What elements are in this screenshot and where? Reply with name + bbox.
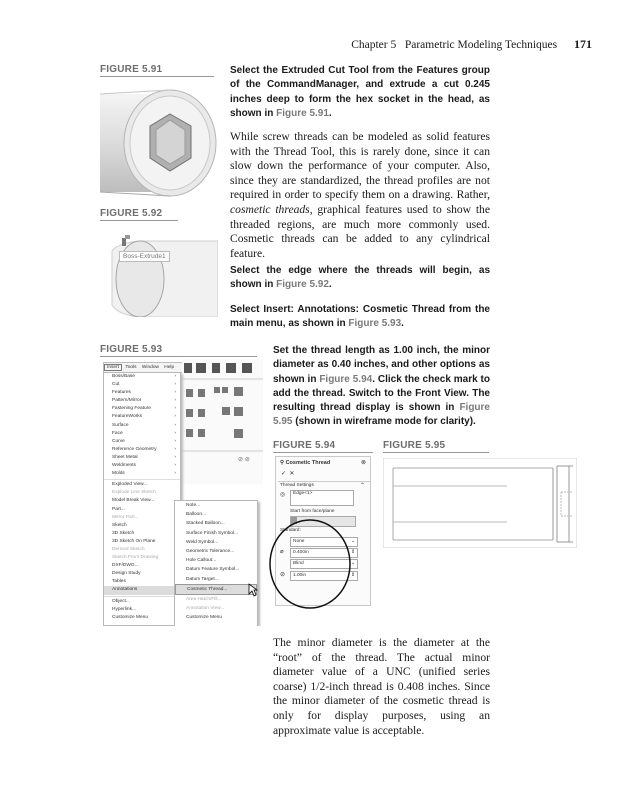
figure-5-95-wireframe xyxy=(383,458,577,548)
menu-item-tables[interactable]: Tables xyxy=(112,579,126,585)
menu-item-part[interactable]: Part... xyxy=(112,506,125,512)
menu-item-dxf-dwg[interactable]: DXF/DWG... xyxy=(112,563,139,569)
menu-separator xyxy=(104,479,180,480)
panel-title-text: Cosmetic Thread xyxy=(285,460,331,466)
figure-ref-5-91[interactable]: Figure 5.91 xyxy=(276,107,329,119)
submenu-surface-finish[interactable]: Surface Finish Symbol... xyxy=(186,530,238,536)
figure-5-91-label: FIGURE 5.91 xyxy=(100,64,163,75)
page-header xyxy=(351,37,592,52)
menu-item-3d-sketch[interactable]: 3D Sketch xyxy=(112,530,135,536)
menu-item-reference-geometry[interactable]: Reference Geometry › xyxy=(112,446,176,452)
edge-selection-value: Edge<1> xyxy=(293,491,313,496)
figure-5-92-label: FIGURE 5.92 xyxy=(100,208,163,219)
figure-5-93-rule xyxy=(100,356,257,357)
menu-item-annotations[interactable]: Annotations xyxy=(104,586,180,594)
figure-5-93-screenshot xyxy=(100,358,263,626)
menu-item-cut[interactable]: Cut › xyxy=(112,382,176,388)
menu-item-sheet-metal[interactable]: Sheet Metal › xyxy=(112,454,176,460)
figure-ref-5-94[interactable]: Figure 5.94 xyxy=(319,373,373,385)
submenu-geometric-tolerance[interactable]: Geometric Tolerance... xyxy=(186,548,235,554)
highlight-circle xyxy=(266,516,358,612)
step-extruded-cut: Select the Extruded Cut Tool from the Features group of the CommandManager, and extrude a cut 0.245 inches deep to form the hex socket in the head, as shown in Figure 5.91. xyxy=(230,65,490,119)
dropdown-chevron-icon: ⌄ xyxy=(350,539,355,544)
menu-item-derived-sketch[interactable]: Derived Sketch xyxy=(112,546,145,552)
figure-5-95-label: FIGURE 5.95 xyxy=(383,440,446,451)
menu-item-object[interactable]: Object... xyxy=(112,598,130,604)
menu-item-weldments[interactable]: Weldments › xyxy=(112,463,176,469)
mouse-cursor-icon xyxy=(248,583,258,597)
menu-item-surface[interactable]: Surface › xyxy=(112,422,176,428)
paragraph-minor-diameter: The minor diameter is the diameter at the “root” of the thread. The actual minor diameter value of a UNC (unified series coarse) 1/2-inch thread is 0.408 inches. Since the minor diameter of the cosmetic thread is only for display purposes, using an approximate value is acceptable. xyxy=(273,636,490,737)
menu-item-customize-menu[interactable]: Customize Menu xyxy=(112,614,148,620)
panel-divider xyxy=(278,481,370,482)
thread-length-value: 1.00in xyxy=(293,573,307,578)
step-insert-annotation-text: Select Insert: Annotations: Cosmetic Thread from the main menu, as shown in xyxy=(230,304,490,330)
menu-item-curve[interactable]: Curve › xyxy=(112,438,176,444)
step-set-thread-text-b: . Click the check mark to add the thread. Switch to the Front View. The resulting thread display is shown in xyxy=(273,373,490,414)
step-insert-annotation: Select Insert: Annotations: Cosmetic Thread from the main menu, as shown in Figure 5.93. xyxy=(230,304,490,330)
diameter-icon: ⌀ xyxy=(280,549,284,555)
page-number: 171 xyxy=(574,37,592,51)
svg-text:⊘ ⊘: ⊘ ⊘ xyxy=(238,457,250,463)
figure-ref-5-93[interactable]: Figure 5.93 xyxy=(348,318,402,330)
step-extruded-cut-text: Select the Extruded Cut Tool from the Features group of the CommandManager, and extrude a cut 0.245 inches deep to form the hex socket in the head, as shown in xyxy=(230,65,490,119)
menu-item-model-break-view[interactable]: Model Break View... xyxy=(112,498,155,504)
menu-item-sketch[interactable]: Sketch xyxy=(112,522,127,528)
figure-5-94-rule xyxy=(273,452,373,453)
submenu-stacked-balloon[interactable]: Stacked Balloon... xyxy=(186,521,225,527)
end-condition-value: Blind xyxy=(293,561,304,566)
submenu-annotation-view[interactable]: Annotation View... xyxy=(186,606,225,612)
menu-item-hyperlink[interactable]: Hyperlink... xyxy=(112,606,136,612)
menu-tools[interactable]: Tools xyxy=(125,365,137,370)
term-cosmetic-threads: cosmetic threads xyxy=(230,202,310,216)
length-icon: ⊘ xyxy=(280,572,286,578)
standard-select-value: None xyxy=(293,539,305,544)
figure-5-93-label: FIGURE 5.93 xyxy=(100,344,163,355)
submenu-note[interactable]: Note... xyxy=(186,503,201,508)
menu-item-pattern-mirror[interactable]: Pattern/Mirror › xyxy=(112,398,176,404)
panel-title xyxy=(280,460,330,466)
figure-5-92-rule xyxy=(100,220,178,221)
cancel-x-icon[interactable]: ✕ xyxy=(289,471,295,477)
panel-help-icon[interactable]: ⊗ xyxy=(360,460,366,466)
spinner-icon: ⇕ xyxy=(350,573,355,578)
edge-icon: ◎ xyxy=(280,492,286,498)
submenu-cosmetic-thread[interactable]: Cosmetic Thread... xyxy=(175,584,257,595)
step-select-edge-text: Select the edge where the threads will begin, as shown in xyxy=(230,265,490,291)
figure-5-92-image xyxy=(100,225,218,317)
menu-item-features[interactable]: Features › xyxy=(112,390,176,396)
step-set-thread-text-c: (shown in wireframe mode for clarity). xyxy=(292,416,476,428)
boss-extrude-tag: Boss-Extrude1 xyxy=(119,251,170,262)
figure-5-91-rule xyxy=(100,76,214,77)
start-face-label: Start from face/plane xyxy=(290,509,335,514)
figure-5-94-label: FIGURE 5.94 xyxy=(273,440,336,451)
menu-help[interactable]: Help xyxy=(164,365,175,370)
chapter-label: Chapter 5 xyxy=(351,39,397,51)
menu-item-mirror-part[interactable]: Mirror Part... xyxy=(112,514,139,520)
menu-item-boss-base[interactable]: Boss/Base › xyxy=(112,374,176,379)
cosmetic-thread-icon: ⚲ xyxy=(280,460,285,466)
menu-insert[interactable]: Insert xyxy=(104,364,122,371)
submenu-balloon[interactable]: Balloon... xyxy=(186,512,207,518)
paragraph-cosmetic-threads xyxy=(230,130,490,261)
step-select-edge: Select the edge where the threads will begin, as shown in Figure 5.92. xyxy=(230,265,490,291)
insert-menu xyxy=(103,372,181,626)
figure-5-91-image xyxy=(100,80,218,202)
submenu-datum-feature[interactable]: Datum Feature Symbol... xyxy=(186,567,240,573)
menu-window[interactable]: Window xyxy=(141,365,159,370)
minor-diameter-value: 0.400in xyxy=(293,550,309,555)
ribbon-toolbar xyxy=(182,359,263,484)
menu-item-explode-line-sketch[interactable]: Explode Line Sketch xyxy=(112,490,156,496)
spinner-icon: ⇕ xyxy=(350,550,355,555)
standard-label: Standard: xyxy=(280,528,301,533)
collapse-chevron-icon[interactable]: ⌃ xyxy=(359,483,365,489)
dropdown-chevron-icon: ⌄ xyxy=(350,561,355,566)
menu-item-3d-sketch-on-plane[interactable]: 3D Sketch On Plane xyxy=(112,538,156,544)
edge-selection-box[interactable] xyxy=(290,490,354,506)
panel-actions xyxy=(281,470,294,477)
menu-item-molds[interactable]: Molds › xyxy=(112,471,176,477)
menu-separator xyxy=(104,596,180,597)
menu-item-design-study[interactable]: Design Study xyxy=(112,571,141,577)
menu-item-fastening-feature[interactable]: Fastening Feature › xyxy=(112,406,176,412)
step-set-thread-text-a: Set the thread length as 1.00 inch, the minor diameter as 0.40 inches, and other options as shown in xyxy=(273,345,490,385)
paragraph-text-a: While screw threads can be modeled as solid features with the Thread Tool, this is rarely done, since it can slow down the performance of your computer. Also, since they are standardized, the thread profiles are not required in order to specify them on a drawing. Rather, xyxy=(230,130,490,202)
thread-settings-header: Thread Settings xyxy=(280,483,314,488)
figure-ref-5-92[interactable]: Figure 5.92 xyxy=(276,279,329,291)
menu-item-sketch-from-drawing[interactable]: Sketch From Drawing xyxy=(112,555,159,561)
menu-item-featureworks[interactable]: FeatureWorks › xyxy=(112,414,176,420)
figure-ref-5-95[interactable]: Figure 5.95 xyxy=(273,402,490,428)
submenu-area-hatch[interactable]: Area Hatch/Fill... xyxy=(186,596,222,602)
submenu-weld-symbol[interactable]: Weld Symbol... xyxy=(186,539,219,545)
menu-item-exploded-view[interactable]: Exploded View... xyxy=(112,482,148,488)
paragraph-text-b: , graphical features used to show the threaded regions, are much more commonly used. Cosmetic threads can be added to any cylindrical feature. xyxy=(230,202,491,260)
step-set-thread xyxy=(273,344,490,430)
chapter-title: Parametric Modeling Techniques xyxy=(404,39,558,51)
submenu-datum-target[interactable]: Datum Target... xyxy=(186,576,219,582)
menu-item-face[interactable]: Face › xyxy=(112,430,176,436)
figure-5-95-rule xyxy=(383,452,489,453)
annotations-submenu xyxy=(174,500,258,626)
ok-check-icon[interactable]: ✓ xyxy=(281,471,287,477)
submenu-hole-callout[interactable]: Hole Callout... xyxy=(186,558,217,564)
submenu-customize-menu[interactable]: Customize Menu xyxy=(186,615,222,621)
